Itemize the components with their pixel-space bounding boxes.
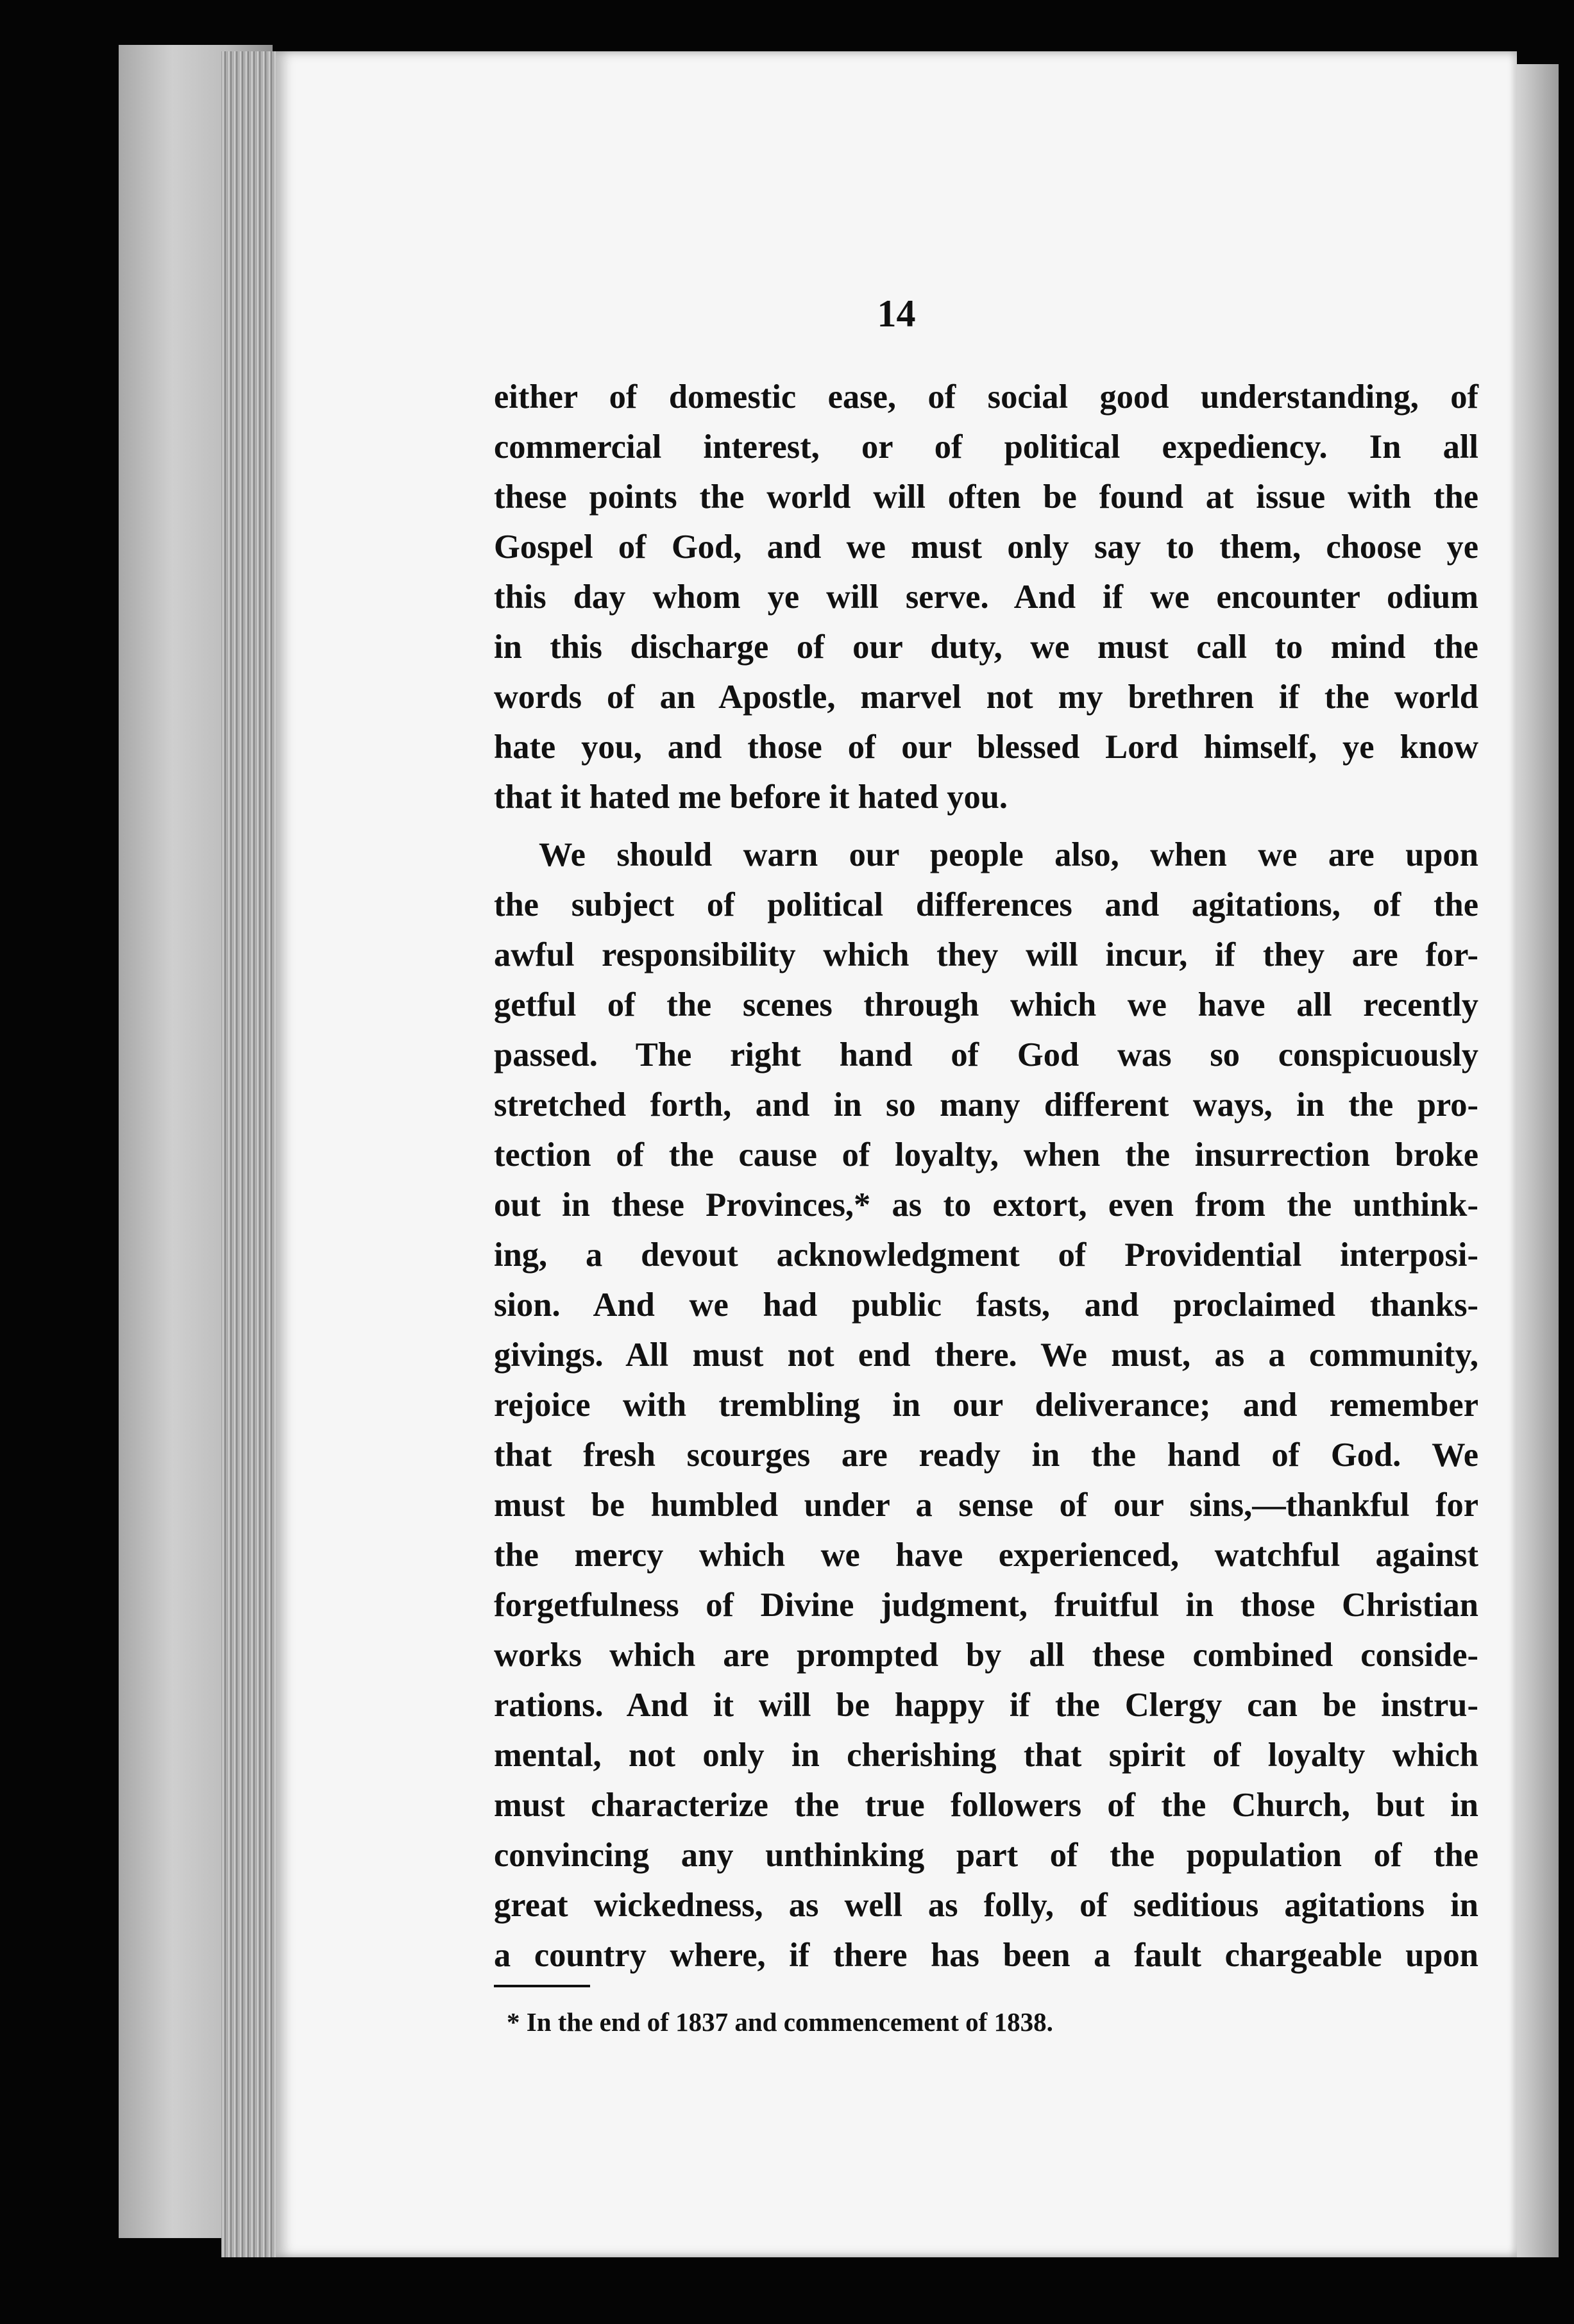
paragraph-start-line: We should warn our people also, when we are upon: [539, 836, 1478, 873]
text-line: convincing any unthinking part of the population of the: [494, 1837, 1478, 1874]
text-line: ing, a devout acknowledgment of Providential interposi-: [494, 1236, 1478, 1274]
text-line: forgetfulness of Divine judgment, fruitful in those Christian: [494, 1587, 1478, 1624]
text-line: either of domestic ease, of social good understanding, of: [494, 378, 1478, 416]
text-line: rejoice with trembling in our deliverance; and remember: [494, 1386, 1478, 1424]
text-line: getful of the scenes through which we have all recently: [494, 986, 1478, 1023]
text-line: the subject of political differences and agitations, of the: [494, 886, 1478, 923]
text-line: out in these Provinces,* as to extort, even from the unthink-: [494, 1186, 1478, 1224]
text-line: awful responsibility which they will incur, if they are for-: [494, 936, 1478, 973]
text-line: words of an Apostle, marvel not my brethren if the world: [494, 678, 1478, 716]
text-line: the mercy which we have experienced, watchful against: [494, 1537, 1478, 1574]
text-line: this day whom ye will serve. And if we encounter odium: [494, 578, 1478, 616]
page-number: 14: [877, 292, 916, 335]
text-line: must be humbled under a sense of our sins,—thankful for: [494, 1486, 1478, 1524]
text-line: a country where, if there has been a fault chargeable upon: [494, 1937, 1478, 1974]
text-line: passed. The right hand of God was so conspicuously: [494, 1036, 1478, 1074]
text-line: these points the world will often be found at issue with the: [494, 478, 1478, 516]
text-line: stretched forth, and in so many different ways, in the pro-: [494, 1086, 1478, 1124]
book-page: [276, 51, 1517, 2257]
text-line: must characterize the true followers of the Church, but in: [494, 1787, 1478, 1824]
text-line: in this discharge of our duty, we must call to mind the: [494, 628, 1478, 666]
paragraph-end-line: that it hated me before it hated you.: [494, 779, 1008, 816]
text-line: that fresh scourges are ready in the hand of God. We: [494, 1436, 1478, 1474]
text-line: tection of the cause of loyalty, when the insurrection broke: [494, 1136, 1478, 1174]
footnote: * In the end of 1837 and commencement of 1838.: [507, 2007, 1053, 2037]
text-line: works which are prompted by all these combined conside-: [494, 1637, 1478, 1674]
text-line: commercial interest, or of political expediency. In all: [494, 428, 1478, 466]
body-text: [494, 372, 1478, 1980]
text-line: hate you, and those of our blessed Lord himself, ye know: [494, 728, 1478, 766]
text-line: givings. All must not end there. We must, as a community,: [494, 1336, 1478, 1374]
text-line: great wickedness, as well as folly, of seditious agitations in: [494, 1887, 1478, 1924]
text-line: mental, not only in cherishing that spirit of loyalty which: [494, 1737, 1478, 1774]
footnote-rule: [494, 1985, 590, 1987]
text-line: sion. And we had public fasts, and proclaimed thanks-: [494, 1286, 1478, 1324]
text-line: Gospel of God, and we must only say to them, choose ye: [494, 528, 1478, 566]
text-line: rations. And it will be happy if the Clergy can be instru-: [494, 1687, 1478, 1724]
